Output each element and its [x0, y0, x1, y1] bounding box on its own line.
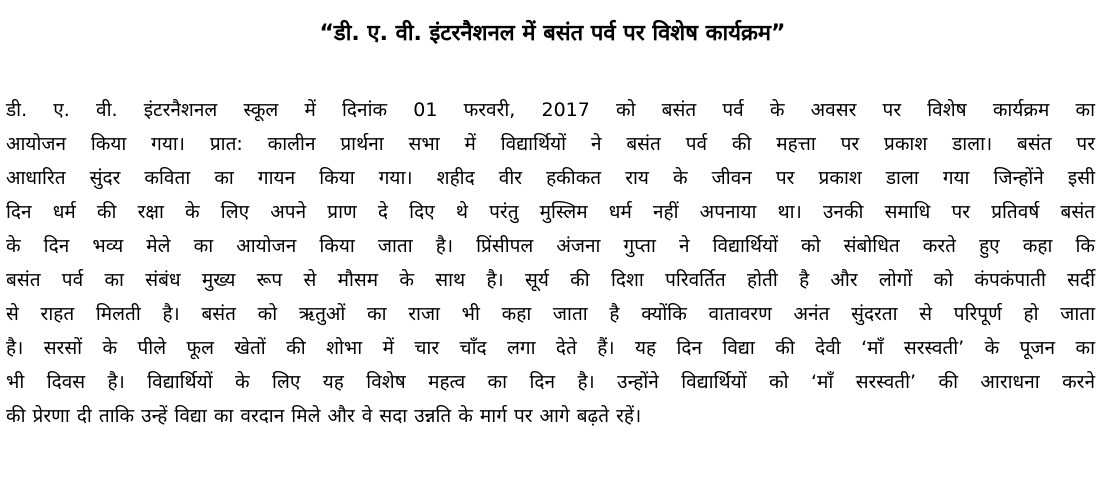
paragraph-line: है। सरसों के पीले फूल खेतों की शोभा में चार चाँद लगा देते हैं। यह दिन विद्या की देवी ‘माँ सरस्वती’ के पूजन का	[6, 337, 1095, 359]
document-title: “डी. ए. वी. इंटरनैशनल में बसंत पर्व पर विशेष कार्यक्रम”	[319, 21, 786, 46]
document-paragraph	[6, 93, 1095, 433]
paragraph-line: के दिन भव्य मेले का आयोजन किया जाता है। प्रिंसीपल अंजना गुप्ता ने विद्यार्थियों को संबोधित करते हुए कहा कि	[6, 235, 1095, 257]
paragraph-line: आधारित सुंदर कविता का गायन किया गया। शहीद वीर हकीकत राय के जीवन पर प्रकाश डाला गया जिन्होंने इसी	[6, 167, 1095, 189]
paragraph-line: भी दिवस है। विद्यार्थियों के लिए यह विशेष महत्व का दिन है। उन्होंने विद्यार्थियों को ‘माँ सरस्वती’ की आराधना करने	[6, 371, 1095, 393]
paragraph-line: बसंत पर्व का संबंध मुख्य रूप से मौसम के साथ है। सूर्य की दिशा परिवर्तित होती है और लोगों को कंपकंपाती सर्दी	[6, 269, 1095, 291]
paragraph-line: डी. ए. वी. इंटरनैशनल स्कूल में दिनांक 01 फरवरी, 2017 को बसंत पर्व के अवसर पर विशेष कार्यक्रम का	[6, 99, 1095, 121]
paragraph-line: से राहत मिलती है। बसंत को ऋतुओं का राजा भी कहा जाता है क्योंकि वातावरण अनंत सुंदरता से परिपूर्ण हो जाता	[6, 303, 1095, 325]
paragraph-line: आयोजन किया गया। प्रात: कालीन प्रार्थना सभा में विद्यार्थियों ने बसंत पर्व की महत्ता पर प्रकाश डाला। बसंत पर	[6, 133, 1095, 155]
paragraph-line: दिन धर्म की रक्षा के लिए अपने प्राण दे दिए थे परंतु मुस्लिम धर्म नहीं अपनाया था। उनकी समाधि पर प्रतिवर्ष बसंत	[6, 201, 1095, 223]
paragraph-line: की प्रेरणा दी ताकि उन्हें विद्या का वरदान मिले और वे सदा उन्नति के मार्ग पर आगे बढ़ते रहें।	[6, 405, 642, 427]
